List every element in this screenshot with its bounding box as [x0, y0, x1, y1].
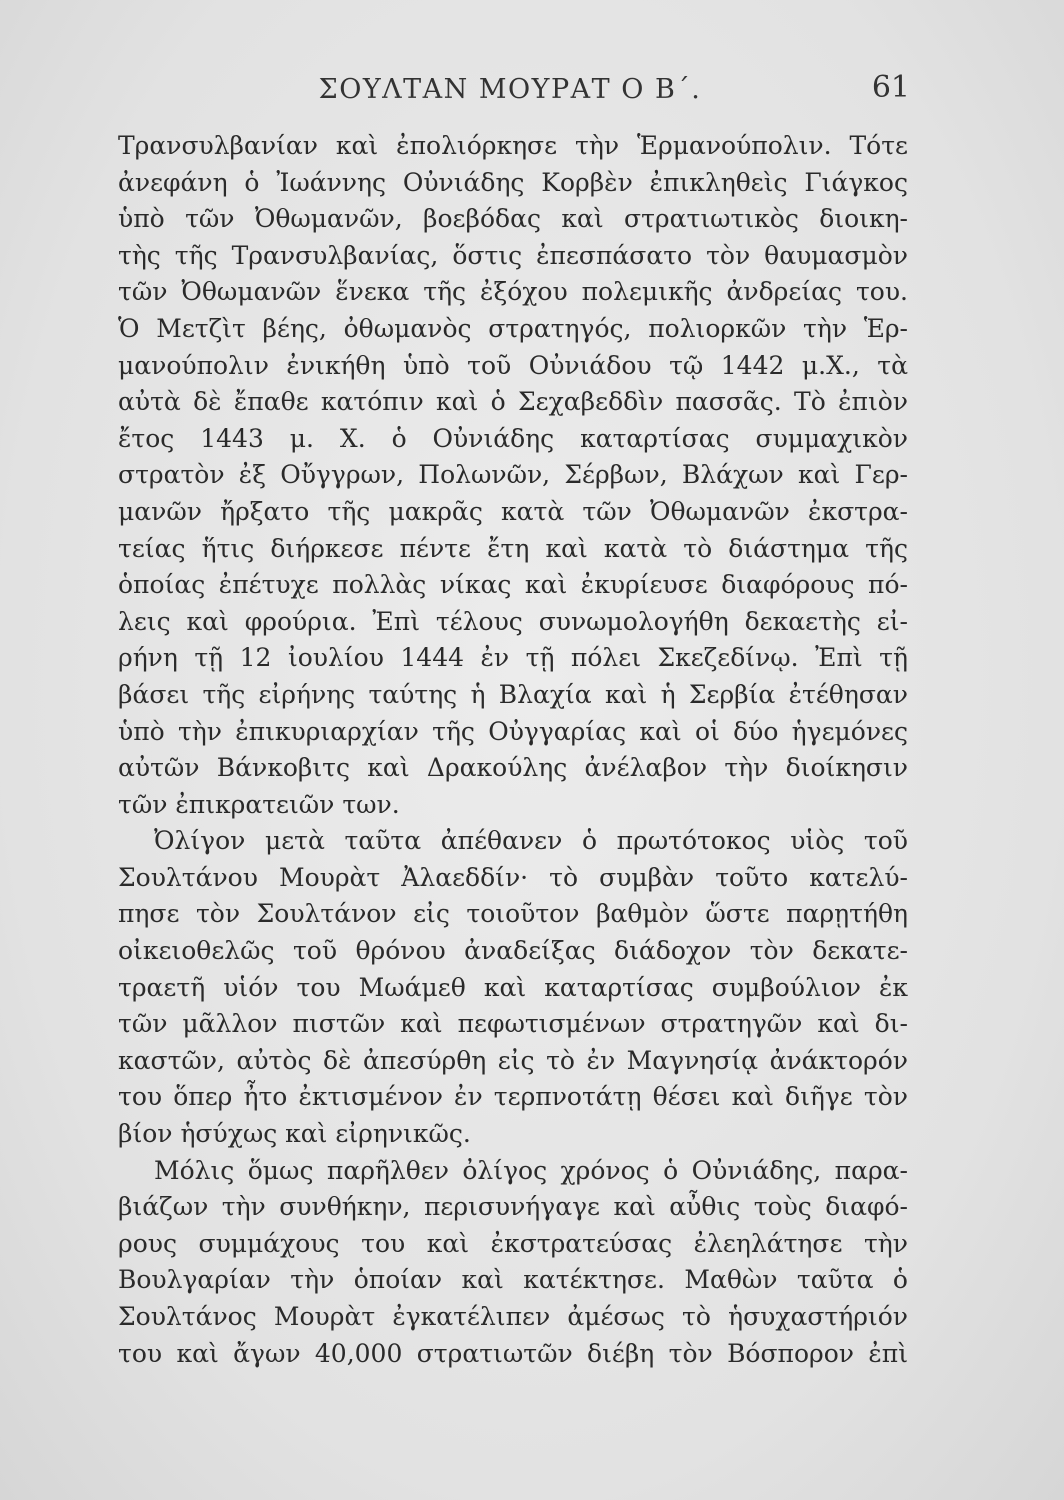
text-line: λεις καὶ φρούρια. Ἐπὶ τέλους συνωμολογήθη δεκαετὴς εἰ- [118, 606, 908, 636]
text-line: τραετῆ υἱόν του Μωάμεθ καὶ καταρτίσας συμβούλιον ἐκ [118, 972, 908, 1002]
text-line: τῶν ἐπικρατειῶν των. [118, 789, 400, 819]
body-text [118, 128, 908, 1372]
text-line: Βουλγαρίαν τὴν ὁποίαν καὶ κατέκτησε. Μαθὼν ταῦτα ὁ [118, 1265, 908, 1295]
text-line: στρατὸν ἐξ Οὔγγρων, Πολωνῶν, Σέρβων, Βλάχων καὶ Γερ- [118, 460, 908, 490]
text-line: του καὶ ἄγων 40,000 στρατιωτῶν διέβη τὸν Βόσπορον ἐπὶ [118, 1338, 908, 1368]
text-line: τῶν Ὀθωμανῶν ἕνεκα τῆς ἐξόχου πολεμικῆς ἀνδρείας του. [118, 277, 908, 307]
text-line: αὐτῶν Βάνκοβιτς καὶ Δρακούλης ἀνέλαβον τὴν διοίκησιν [118, 753, 908, 783]
text-line: Τρανσυλβανίαν καὶ ἐπολιόρκησε τὴν Ἑρμανούπολιν. Τότε [118, 131, 908, 160]
text-line: βίον ἡσύχως καὶ εἰρηνικῶς. [118, 1119, 471, 1149]
text-line: ἔτος 1443 μ. Χ. ὁ Οὐνιάδης καταρτίσας συμμαχικὸν [118, 423, 908, 453]
text-line: ρήνη τῇ 12 ἰουλίου 1444 ἐν τῇ πόλει Σκεζεδίνῳ. Ἐπὶ τῇ [118, 643, 908, 673]
text-line: μανούπολιν ἐνικήθη ὑπὸ τοῦ Οὐνιάδου τῷ 1442 μ.Χ., τὰ [118, 350, 908, 380]
running-title: ΣΟΥΛΤΑΝ ΜΟΥΡΑΤ Ο Β΄. [318, 74, 702, 105]
text-line: ὑπὸ τῶν Ὀθωμανῶν, βοεβόδας καὶ στρατιωτικὸς διοικη- [118, 204, 908, 234]
text-line: Σουλτάνου Μουρὰτ Ἀλαεδδίν· τὸ συμβὰν τοῦτο κατελύ- [118, 862, 908, 892]
text-line: βιάζων τὴν συνθήκην, περισυνήγαγε καὶ αὖθις τοὺς διαφό- [118, 1192, 908, 1222]
text-line: Μόλις ὅμως παρῆλθεν ὀλίγος χρόνος ὁ Οὐνιάδης, παρα- [154, 1155, 908, 1185]
text-line: βάσει τῆς εἰρήνης ταύτης ἡ Βλαχία καὶ ἡ Σερβία ἐτέθησαν [118, 679, 908, 709]
text-line: ἀνεφάνη ὁ Ἰωάννης Οὐνιάδης Κορβὲν ἐπικληθεὶς Γιάγκος [118, 167, 908, 197]
text-line: Ὁ Μετζὶτ βέης, ὀθωμανὸς στρατηγός, πολιορκῶν τὴν Ἑρ- [118, 313, 908, 343]
text-line: Ὀλίγον μετὰ ταῦτα ἀπέθανεν ὁ πρωτότοκος υἱὸς τοῦ [154, 826, 908, 856]
text-line: ὁποίας ἐπέτυχε πολλὰς νίκας καὶ ἐκυρίευσε διαφόρους πό- [118, 570, 908, 600]
text-line: ρους συμμάχους του καὶ ἐκστρατεύσας ἐλεηλάτησε τὴν [118, 1228, 908, 1258]
text-line: καστῶν, αὐτὸς δὲ ἀπεσύρθη εἰς τὸ ἐν Μαγνησίᾳ ἀνάκτορόν [118, 1045, 908, 1075]
text-line: ὑπὸ τὴν ἐπικυριαρχίαν τῆς Οὐγγαρίας καὶ οἱ δύο ἡγεμόνες [118, 716, 908, 746]
text-line: πησε τὸν Σουλτάνον εἰς τοιοῦτον βαθμὸν ὥστε παρῃτήθη [118, 899, 908, 929]
text-line: αὐτὰ δὲ ἔπαθε κατόπιν καὶ ὁ Σεχαβεδδὶν πασσᾶς. Τὸ ἐπιὸν [118, 387, 908, 417]
text-line: του ὅπερ ἦτο ἐκτισμένον ἐν τερπνοτάτῃ θέσει καὶ διῆγε τὸν [118, 1082, 908, 1112]
page-number: 61 [871, 70, 910, 105]
text-line: τείας ἥτις διήρκεσε πέντε ἔτη καὶ κατὰ τὸ διάστημα τῆς [118, 533, 908, 563]
text-line: μανῶν ἤρξατο τῆς μακρᾶς κατὰ τῶν Ὀθωμανῶν ἐκστρα- [118, 496, 908, 526]
text-line: τὴς τῆς Τρανσυλβανίας, ὅστις ἐπεσπάσατο τὸν θαυμασμὸν [118, 240, 908, 270]
page-header [110, 70, 910, 110]
text-line: οἰκειοθελῶς τοῦ θρόνου ἀναδείξας διάδοχον τὸν δεκατε- [118, 936, 908, 966]
text-line: τῶν μᾶλλον πιστῶν καὶ πεφωτισμένων στρατηγῶν καὶ δι- [118, 1009, 908, 1039]
text-line: Σουλτάνος Μουρὰτ ἐγκατέλιπεν ἀμέσως τὸ ἡσυχαστήριόν [118, 1302, 908, 1331]
